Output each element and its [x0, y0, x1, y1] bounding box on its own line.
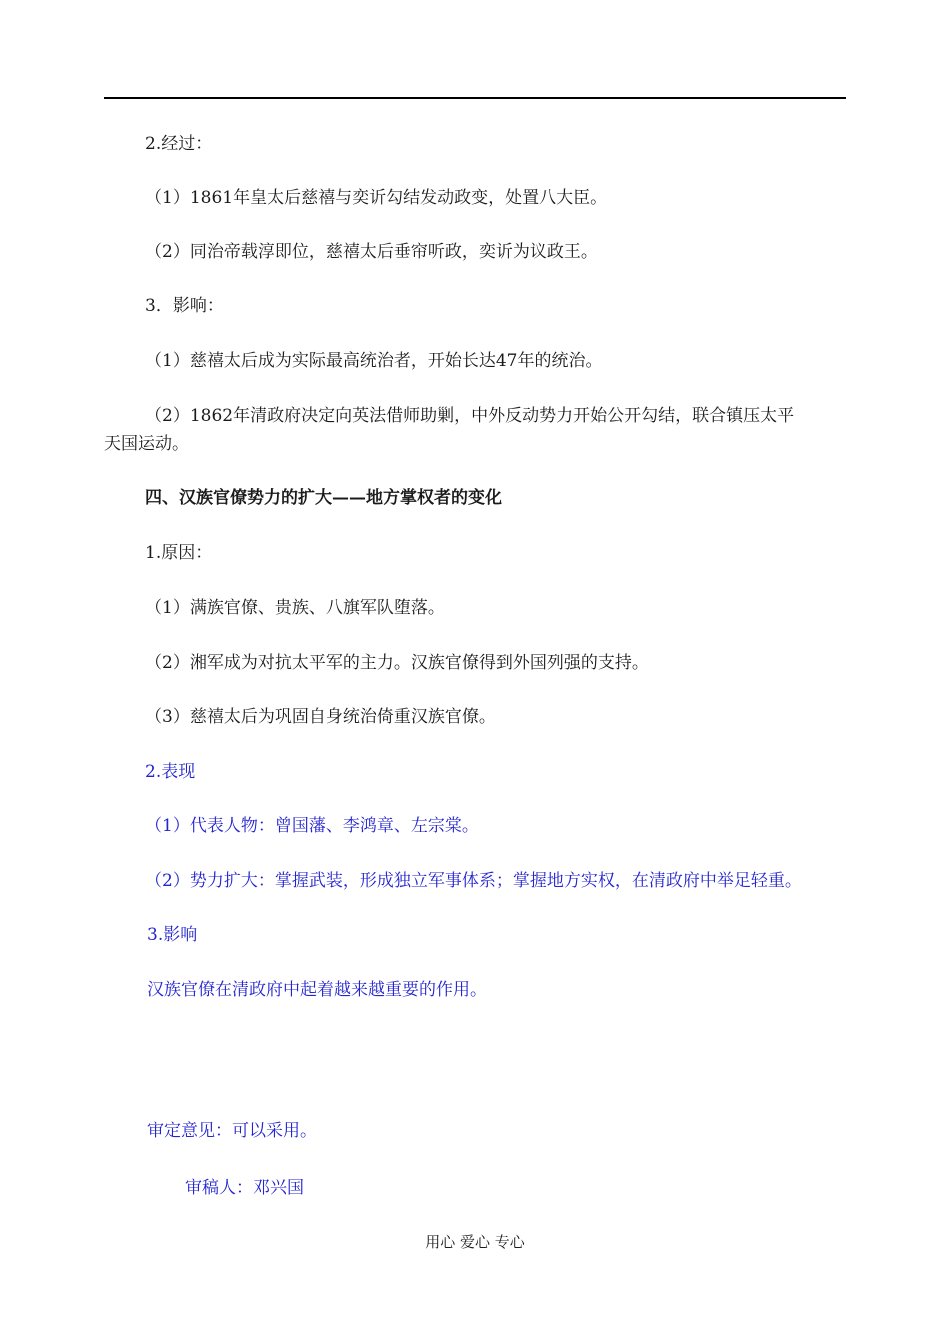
list-item-cause-1: （1）满族官僚、贵族、八旗军队堕落。 — [145, 598, 445, 618]
subheading-impact: 3．影响： — [145, 296, 224, 316]
subheading-manifestation: 2.表现 — [145, 762, 196, 782]
list-item-cause-2: （2）湘军成为对抗太平军的主力。汉族官僚得到外国列强的支持。 — [145, 653, 649, 673]
list-item-foreign-aid: （2）1862年清政府决定向英法借师助剿，中外反动势力开始公开勾结，联合镇压太平 — [145, 406, 795, 426]
subheading-influence: 3.影响 — [147, 925, 198, 945]
list-item-expansion: （2）势力扩大：掌握武装，形成独立军事体系；掌握地方实权，在清政府中举足轻重。 — [145, 871, 802, 891]
list-item-coup: （1）1861年皇太后慈禧与奕䜣勾结发动政变，处置八大臣。 — [145, 188, 608, 208]
reviewer: 审稿人：邓兴国 — [185, 1178, 304, 1198]
page-footer: 用心 爱心 专心 — [425, 1233, 525, 1251]
review-opinion: 审定意见：可以采用。 — [147, 1121, 317, 1141]
list-item-cixi-ruler: （1）慈禧太后成为实际最高统治者，开始长达47年的统治。 — [145, 351, 603, 371]
section-heading-four: 四、汉族官僚势力的扩大——地方掌权者的变化 — [145, 488, 502, 508]
list-item-cause-3: （3）慈禧太后为巩固自身统治倚重汉族官僚。 — [145, 707, 496, 727]
list-item-foreign-aid-cont: 天国运动。 — [104, 434, 189, 454]
header-rule — [104, 97, 846, 99]
list-item-figures: （1）代表人物：曾国藩、李鸿章、左宗棠。 — [145, 816, 479, 836]
subheading-cause: 1.原因： — [145, 543, 213, 563]
influence-text: 汉族官僚在清政府中起着越来越重要的作用。 — [147, 980, 487, 1000]
list-item-regency: （2）同治帝载淳即位，慈禧太后垂帘听政，奕䜣为议政王。 — [145, 242, 598, 262]
subheading-process: 2.经过： — [145, 134, 213, 154]
